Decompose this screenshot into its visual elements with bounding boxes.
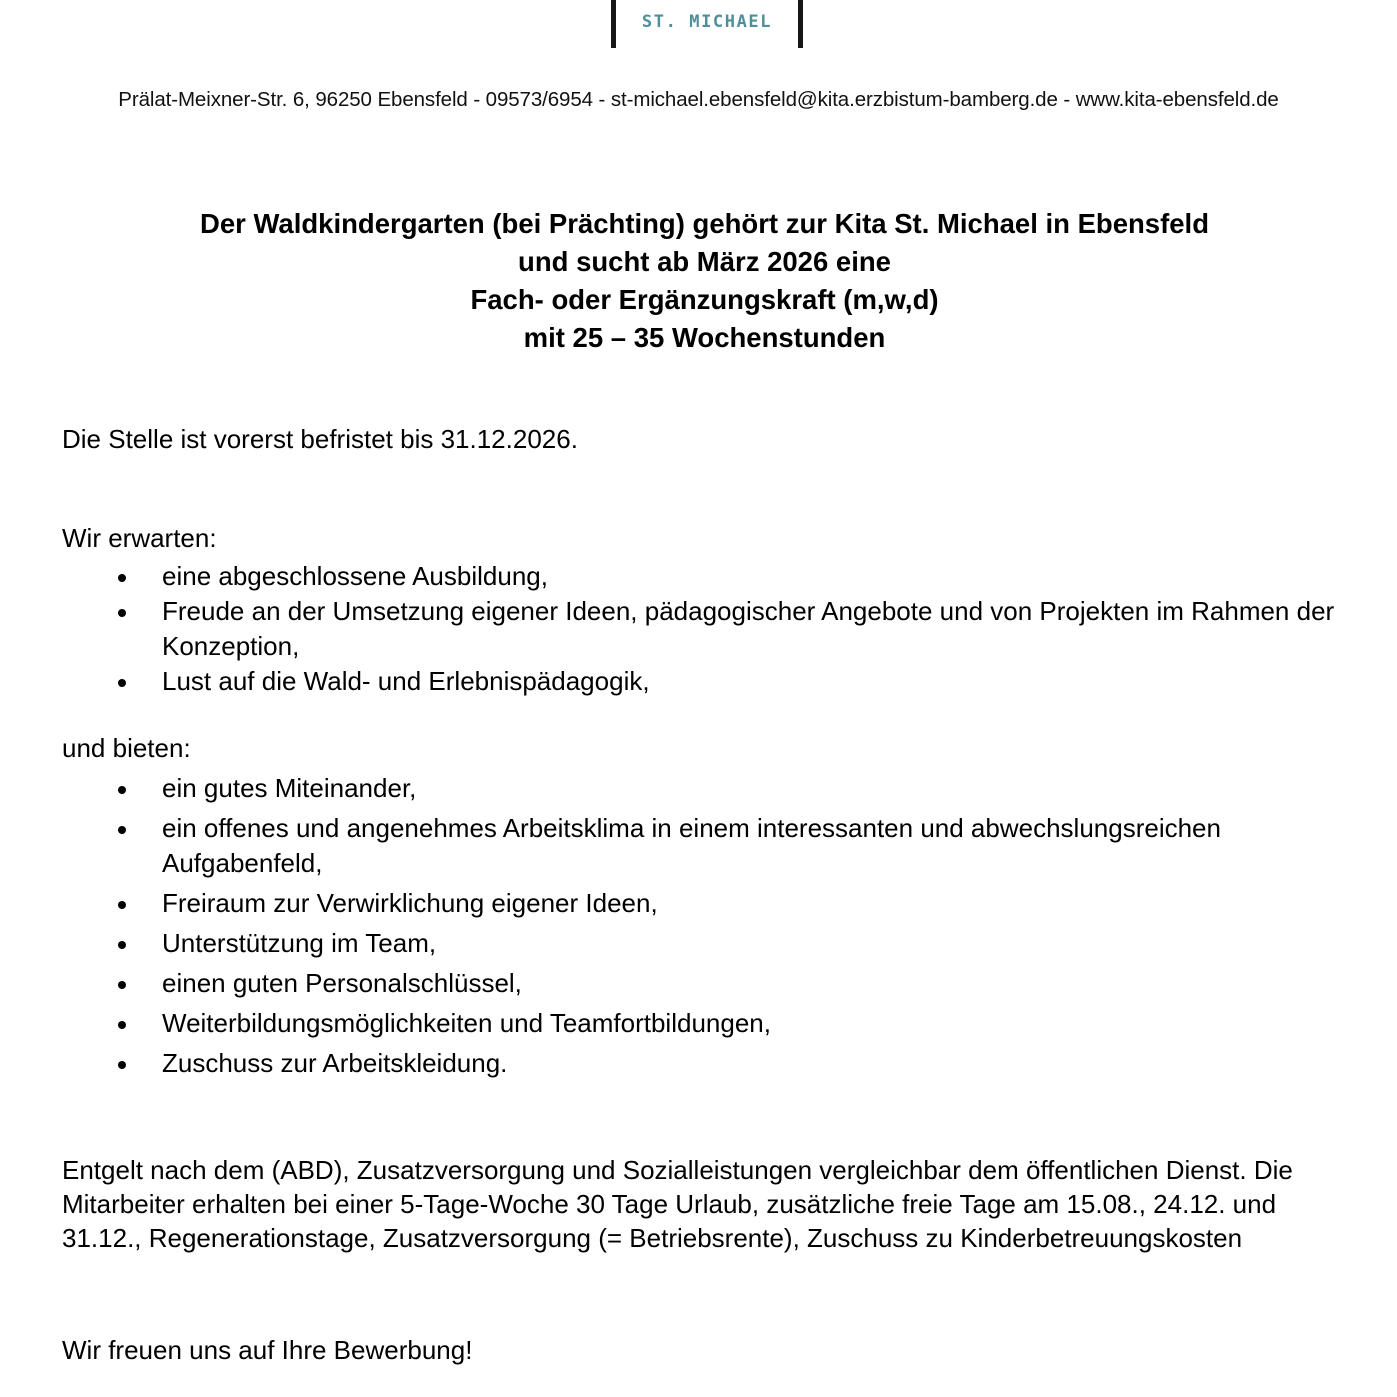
list-item: Freude an der Umsetzung eigener Ideen, pädagogischer Angebote und von Projekten im Rahmen der Konzeption,	[62, 594, 1347, 664]
headline-line-2: und sucht ab März 2026 eine	[518, 246, 891, 277]
offers-heading: und bieten:	[62, 733, 191, 763]
headline-line-4: mit 25 – 35 Wochenstunden	[523, 322, 886, 353]
page-title	[62, 205, 1347, 357]
document-content	[62, 205, 1347, 1367]
list-item: Unterstützung im Team,	[62, 926, 1347, 961]
contact-line: Prälat-Meixner-Str. 6, 96250 Ebensfeld - 09573/6954 - st-michael.ebensfeld@kita.erzbistum-bamberg.de - www.kita-ebensfeld.de	[118, 88, 1279, 111]
letterhead	[0, 0, 1397, 52]
list-item: eine abgeschlossene Ausbildung,	[62, 559, 1347, 594]
term-paragraph: Die Stelle ist vorerst befristet bis 31.12.2026.	[62, 424, 578, 454]
list-item: Freiraum zur Verwirklichung eigener Ideen,	[62, 886, 1347, 921]
offers-list	[62, 771, 1347, 1081]
closing-paragraph: Wir freuen uns auf Ihre Bewerbung!	[62, 1335, 473, 1365]
kita-logo	[605, 0, 809, 48]
logo-wordmark: ST. MICHAEL	[641, 12, 773, 32]
headline-line-3: Fach- oder Ergänzungskraft (m,w,d)	[470, 284, 939, 315]
list-item: einen guten Personalschlüssel,	[62, 966, 1347, 1001]
list-item: Zuschuss zur Arbeitskleidung.	[62, 1046, 1347, 1081]
headline-line-1: Der Waldkindergarten (bei Prächting) gehört zur Kita St. Michael in Ebensfeld	[200, 208, 1209, 239]
list-item: ein gutes Miteinander,	[62, 771, 1347, 806]
list-item: ein offenes und angenehmes Arbeitsklima in einem interessanten und abwechslungsreichen Aufgabenfeld,	[62, 811, 1347, 881]
list-item: Lust auf die Wald- und Erlebnispädagogik,	[62, 664, 1347, 699]
expectations-heading: Wir erwarten:	[62, 523, 217, 553]
compensation-paragraph: Entgelt nach dem (ABD), Zusatzversorgung und Sozialleistungen vergleichbar dem öffentlichen Dienst. Die Mitarbeiter erhalten bei einer 5-Tage-Woche 30 Tage Urlaub, zusätzliche freie Tage am 15.08., 24.12. und 31.12., Regenerationstage, Zusatzversorgung (= Betriebsrente), Zuschuss zu Kinderbetreuungskosten	[62, 1155, 1293, 1253]
list-item: Weiterbildungsmöglichkeiten und Teamfortbildungen,	[62, 1006, 1347, 1041]
expectations-list	[62, 559, 1347, 699]
